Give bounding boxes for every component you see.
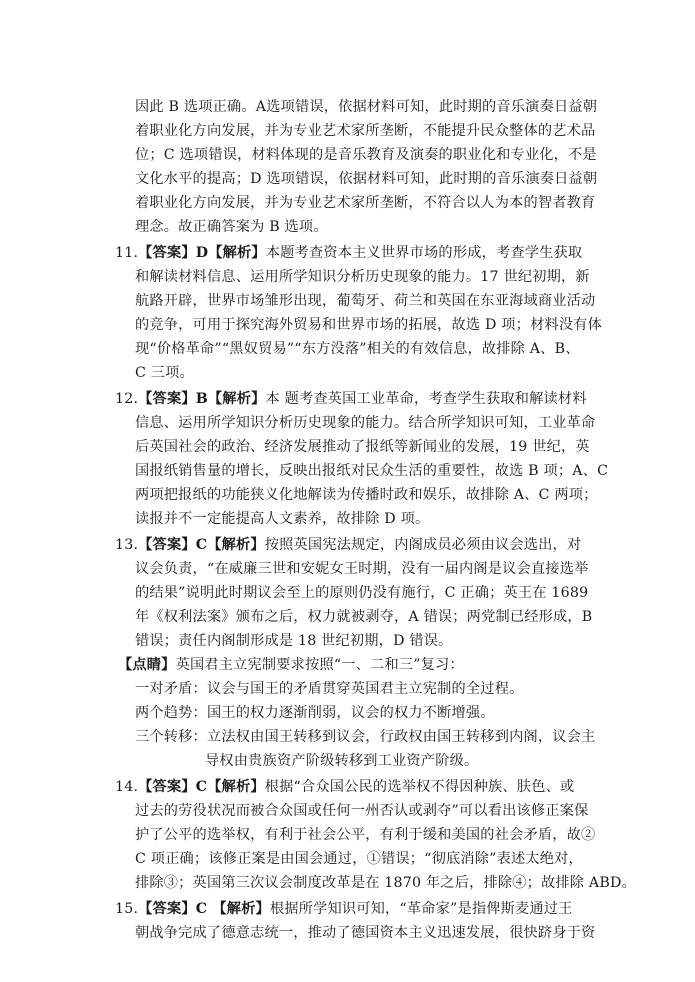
answer-label: 【答案】C【解析】 bbox=[138, 537, 265, 553]
question-number: 11. bbox=[115, 245, 139, 261]
text-line: 和解读材料信息、运用所学知识分析历史现象的能力。17 世纪初期，新 bbox=[135, 269, 590, 285]
text-line: 现“价格革命”“黑奴贸易”“东方没落”相关的有效信息，故排除 A、B、 bbox=[135, 341, 580, 357]
text-line: 文化水平的提高；D 选项错误，依据材料可知，此时期的音乐演奏日益朝 bbox=[135, 171, 598, 187]
text-line: 着职业化方向发展，并为专业艺术家所垄断，不符合以人为本的智者教育 bbox=[135, 195, 596, 211]
text-line: 两个趋势：国王的权力逐渐削弱，议会的权力不断增强。 bbox=[135, 705, 495, 721]
text-line: 的结果”说明此时期议会至上的原则仍没有施行，C 正确；英王在 1689 bbox=[135, 585, 589, 601]
tip-header: 【点睛】英国君主立宪制要求按照“一、二和三”复习： bbox=[118, 657, 464, 673]
text-line: 一对矛盾：议会与国王的矛盾贯穿英国君主立宪制的全过程。 bbox=[135, 681, 524, 697]
text-line: C 三项。 bbox=[135, 365, 194, 381]
answer-label: 【答案】C【解析】 bbox=[138, 779, 265, 795]
text-line: 国报纸销售量的增长，反映出报纸对民众生活的重要性，故选 B 项；A、C bbox=[135, 463, 609, 479]
text-line: 年《权利法案》颁布之后，权力就被剥夺，A 错误；两党制已经形成，B bbox=[135, 609, 593, 625]
text-line: 读报并不一定能提高人文素养，故排除 D 项。 bbox=[135, 511, 430, 527]
text-line: 后英国社会的政治、经济发展推动了报纸等新闻业的发展，19 世纪，英 bbox=[135, 439, 590, 455]
text-line: 两项把报纸的功能狭义化地解读为传播时政和娱乐，故排除 A、C 两项； bbox=[135, 487, 598, 503]
text-line: 朝战争完成了德意志统一，推动了德国资本主义迅速发展，很快跻身于资 bbox=[135, 925, 596, 941]
answer-label: 【答案】B【解析】 bbox=[138, 391, 266, 407]
answer-12-header: 12.【答案】B【解析】本 题考查英国工业革命，考查学生获取和解读材料 bbox=[115, 391, 587, 407]
text-line: 过去的劳役状况而被合众国或任何一州否认或剥夺”可以看出该修正案保 bbox=[135, 803, 589, 819]
answer-label: 【答案】D【解析】 bbox=[138, 245, 266, 261]
tip-label: 【点睛】 bbox=[118, 657, 176, 673]
answer-label: 【答案】C 【解析】 bbox=[138, 901, 270, 917]
text-line: C 项正确；该修正案是由国会通过，①错误；“彻底消除”表述太绝对， bbox=[135, 851, 583, 867]
text-line: 着职业化方向发展，并为专业艺术家所垄断，不能提升民众整体的艺术品 bbox=[135, 123, 596, 139]
text-line: 排除③；英国第三次议会制度改革是在 1870 年之后，排除④；故排除 ABD。 bbox=[135, 875, 636, 891]
answer-13-header: 13.【答案】C【解析】按照英国宪法规定，内阁成员必须由议会选出，对 bbox=[115, 537, 582, 553]
text-line: 导权由贵族资产阶级转移到工业资产阶级。 bbox=[205, 753, 479, 769]
answer-14-header: 14.【答案】C【解析】根据“合众国公民的选举权不得因种族、肤色、或 bbox=[115, 779, 575, 795]
question-number: 12. bbox=[115, 391, 139, 407]
text-line: 理念。故正确答案为 B 选项。 bbox=[135, 219, 328, 235]
text-line: 护了公平的选举权，有利于社会公平，有利于缓和美国的社会矛盾，故② bbox=[135, 827, 596, 843]
text-line: 位；C 选项错误，材料体现的是音乐教育及演奏的职业化和专业化，不是 bbox=[135, 147, 597, 163]
text-line: 议会负责，“在威廉三世和安妮女王时期，没有一届内阁是议会直接选举 bbox=[135, 561, 589, 577]
text-line: 的竞争，可用于探究海外贸易和世界市场的拓展，故选 D 项；材料没有体 bbox=[135, 317, 603, 333]
text-line: 错误；责任内阁制形成是 18 世纪初期，D 错误。 bbox=[135, 633, 453, 649]
answer-15-header: 15.【答案】C 【解析】根据所学知识可知，“革命家”是指俾斯麦通过王 bbox=[115, 901, 573, 917]
answer-11-header: 11.【答案】D【解析】本题考查资本主义世界市场的形成，考查学生获取 bbox=[115, 245, 583, 261]
text-line: 三个转移：立法权由国王转移到议会，行政权由国王转移到内阁，议会主 bbox=[135, 729, 596, 745]
question-number: 15. bbox=[115, 901, 139, 917]
text-line: 航路开辟，世界市场雏形出现，葡萄牙、荷兰和英国在东亚海域商业活动 bbox=[135, 293, 596, 309]
question-number: 14. bbox=[115, 779, 139, 795]
question-number: 13. bbox=[115, 537, 139, 553]
text-line: 因此 B 选项正确。A选项错误，依据材料可知，此时期的音乐演奏日益朝 bbox=[135, 99, 598, 115]
text-line: 信息、运用所学知识分析历史现象的能力。结合所学知识可知，工业革命 bbox=[135, 415, 596, 431]
